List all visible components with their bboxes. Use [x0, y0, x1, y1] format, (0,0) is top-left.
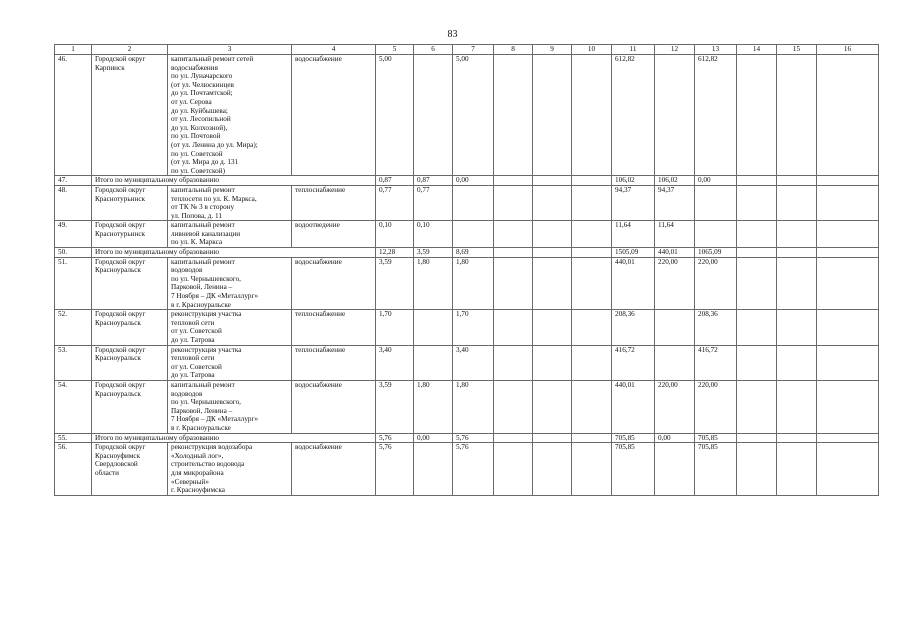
work-description-cell: капитальный ремонт сетей водоснабжения по ул. Луначарского (от ул. Челюскинцев до ул. Почтамтской; от ул. Серова до ул. Куйбышева; от ул. Лесопильной до ул. Колхозной), по ул. Почтовой (от ул. Ленина до ул. Мира); по ул. Советской (от ул. Мира до д. 131 по ул. Советской) — [168, 55, 292, 176]
value-cell-13: 416,72 — [695, 345, 737, 380]
value-cell-9 — [533, 257, 572, 310]
value-cell-16 — [817, 380, 879, 433]
work-description-cell: реконструкция участка тепловой сети от ул. Советской до ул. Татрова — [168, 310, 292, 345]
value-cell-8 — [494, 433, 533, 443]
value-cell-5: 0,77 — [376, 185, 414, 220]
table-row — [55, 221, 879, 248]
sphere-cell: водоотведение — [292, 221, 376, 248]
value-cell-16 — [817, 185, 879, 220]
value-cell-10 — [572, 433, 612, 443]
work-description-cell: капитальный ремонт водоводов по ул. Чернышевского, Парковой, Ленина – 7 Ноября – ДК «Металлург» в г. Красноуральске — [168, 380, 292, 433]
value-cell-14 — [737, 176, 777, 186]
value-cell-9 — [533, 380, 572, 433]
value-cell-9 — [533, 310, 572, 345]
value-cell-5: 12,28 — [376, 248, 414, 258]
work-description-cell: реконструкция участка тепловой сети от ул. Советской до ул. Татрова — [168, 345, 292, 380]
row-number-cell: 52. — [55, 310, 92, 345]
sphere-cell: водоснабжение — [292, 55, 376, 176]
total-label-cell: Итого по муниципальному образованию — [92, 433, 376, 443]
value-cell-6: 0,77 — [414, 185, 453, 220]
work-description-cell: капитальный ремонт теплосети по ул. К. Маркса, от ТК № 3 в сторону ул. Попова, д. 11 — [168, 185, 292, 220]
value-cell-12 — [655, 55, 695, 176]
value-cell-10 — [572, 443, 612, 496]
work-description-cell: реконструкция водозабора «Холодный лог», строительство водовода для микрорайона «Северный» г. Красноуфимска — [168, 443, 292, 496]
value-cell-14 — [737, 185, 777, 220]
column-number-cell: 8 — [494, 45, 533, 55]
sphere-cell: водоснабжение — [292, 257, 376, 310]
value-cell-14 — [737, 380, 777, 433]
value-cell-13: 612,82 — [695, 55, 737, 176]
header-row — [55, 45, 879, 55]
value-cell-16 — [817, 176, 879, 186]
value-cell-13 — [695, 185, 737, 220]
value-cell-15 — [777, 443, 817, 496]
value-cell-7: 5,00 — [453, 55, 494, 176]
value-cell-5: 5,00 — [376, 55, 414, 176]
value-cell-6: 0,87 — [414, 176, 453, 186]
value-cell-10 — [572, 248, 612, 258]
value-cell-9 — [533, 176, 572, 186]
table-row — [55, 55, 879, 176]
sphere-cell: теплоснабжение — [292, 185, 376, 220]
value-cell-12 — [655, 345, 695, 380]
value-cell-13: 0,00 — [695, 176, 737, 186]
value-cell-14 — [737, 248, 777, 258]
value-cell-7: 1,80 — [453, 257, 494, 310]
municipality-cell: Городской округ Краснотурьинск — [92, 185, 168, 220]
value-cell-7: 5,76 — [453, 433, 494, 443]
value-cell-9 — [533, 248, 572, 258]
value-cell-15 — [777, 380, 817, 433]
value-cell-16 — [817, 345, 879, 380]
value-cell-8 — [494, 185, 533, 220]
total-row — [55, 176, 879, 186]
value-cell-10 — [572, 380, 612, 433]
column-number-cell: 7 — [453, 45, 494, 55]
value-cell-15 — [777, 345, 817, 380]
value-cell-13: 220,00 — [695, 380, 737, 433]
value-cell-12 — [655, 310, 695, 345]
value-cell-13 — [695, 221, 737, 248]
value-cell-11: 705,85 — [612, 443, 655, 496]
value-cell-7: 8,69 — [453, 248, 494, 258]
value-cell-10 — [572, 176, 612, 186]
table-row — [55, 257, 879, 310]
value-cell-10 — [572, 310, 612, 345]
row-number-cell: 55. — [55, 433, 92, 443]
value-cell-12: 94,37 — [655, 185, 695, 220]
value-cell-13: 1065,09 — [695, 248, 737, 258]
column-number-cell: 14 — [737, 45, 777, 55]
column-number-cell: 11 — [612, 45, 655, 55]
value-cell-6: 1,80 — [414, 257, 453, 310]
work-description-cell: капитальный ремонт ливневой канализации по ул. К. Маркса — [168, 221, 292, 248]
value-cell-16 — [817, 221, 879, 248]
value-cell-14 — [737, 310, 777, 345]
value-cell-5: 5,76 — [376, 443, 414, 496]
table-row — [55, 443, 879, 496]
value-cell-10 — [572, 257, 612, 310]
value-cell-9 — [533, 55, 572, 176]
column-number-cell: 10 — [572, 45, 612, 55]
row-number-cell: 50. — [55, 248, 92, 258]
value-cell-12: 106,02 — [655, 176, 695, 186]
value-cell-16 — [817, 433, 879, 443]
value-cell-16 — [817, 443, 879, 496]
data-table — [54, 44, 879, 496]
column-number-cell: 1 — [55, 45, 92, 55]
value-cell-11: 612,82 — [612, 55, 655, 176]
value-cell-5: 0,10 — [376, 221, 414, 248]
value-cell-16 — [817, 257, 879, 310]
row-number-cell: 56. — [55, 443, 92, 496]
value-cell-8 — [494, 221, 533, 248]
value-cell-12 — [655, 443, 695, 496]
column-number-cell: 4 — [292, 45, 376, 55]
value-cell-15 — [777, 176, 817, 186]
table-row — [55, 380, 879, 433]
value-cell-11: 94,37 — [612, 185, 655, 220]
value-cell-11: 1505,09 — [612, 248, 655, 258]
value-cell-7: 3,40 — [453, 345, 494, 380]
value-cell-9 — [533, 345, 572, 380]
sphere-cell: теплоснабжение — [292, 345, 376, 380]
sphere-cell: теплоснабжение — [292, 310, 376, 345]
value-cell-12: 0,00 — [655, 433, 695, 443]
column-number-cell: 16 — [817, 45, 879, 55]
value-cell-16 — [817, 310, 879, 345]
row-number-cell: 47. — [55, 176, 92, 186]
municipality-cell: Городской округ Красноуральск — [92, 380, 168, 433]
value-cell-8 — [494, 55, 533, 176]
column-number-cell: 3 — [168, 45, 292, 55]
value-cell-9 — [533, 433, 572, 443]
value-cell-14 — [737, 345, 777, 380]
total-label-cell: Итого по муниципальному образованию — [92, 248, 376, 258]
total-row — [55, 248, 879, 258]
row-number-cell: 48. — [55, 185, 92, 220]
value-cell-8 — [494, 345, 533, 380]
municipality-cell: Городской округ Красноуральск — [92, 257, 168, 310]
value-cell-10 — [572, 185, 612, 220]
value-cell-11: 11,64 — [612, 221, 655, 248]
total-label-cell: Итого по муниципальному образованию — [92, 176, 376, 186]
value-cell-9 — [533, 221, 572, 248]
value-cell-16 — [817, 248, 879, 258]
column-number-cell: 15 — [777, 45, 817, 55]
value-cell-11: 705,85 — [612, 433, 655, 443]
table-row — [55, 310, 879, 345]
value-cell-5: 0,87 — [376, 176, 414, 186]
value-cell-15 — [777, 221, 817, 248]
value-cell-6 — [414, 443, 453, 496]
value-cell-6: 0,00 — [414, 433, 453, 443]
value-cell-9 — [533, 185, 572, 220]
value-cell-15 — [777, 257, 817, 310]
value-cell-5: 3,59 — [376, 380, 414, 433]
value-cell-5: 3,59 — [376, 257, 414, 310]
value-cell-11: 440,01 — [612, 380, 655, 433]
row-number-cell: 46. — [55, 55, 92, 176]
sphere-cell: водоснабжение — [292, 443, 376, 496]
value-cell-6: 1,80 — [414, 380, 453, 433]
value-cell-10 — [572, 345, 612, 380]
column-number-cell: 5 — [376, 45, 414, 55]
value-cell-14 — [737, 221, 777, 248]
value-cell-10 — [572, 221, 612, 248]
value-cell-14 — [737, 443, 777, 496]
value-cell-13: 705,85 — [695, 443, 737, 496]
value-cell-5: 1,70 — [376, 310, 414, 345]
value-cell-11: 208,36 — [612, 310, 655, 345]
row-number-cell: 54. — [55, 380, 92, 433]
value-cell-10 — [572, 55, 612, 176]
value-cell-11: 440,01 — [612, 257, 655, 310]
row-number-cell: 49. — [55, 221, 92, 248]
value-cell-13: 705,85 — [695, 433, 737, 443]
value-cell-6 — [414, 55, 453, 176]
value-cell-15 — [777, 185, 817, 220]
value-cell-6: 0,10 — [414, 221, 453, 248]
value-cell-14 — [737, 257, 777, 310]
value-cell-12: 220,00 — [655, 380, 695, 433]
value-cell-5: 5,76 — [376, 433, 414, 443]
column-number-cell: 6 — [414, 45, 453, 55]
value-cell-7: 1,80 — [453, 380, 494, 433]
value-cell-6: 3,59 — [414, 248, 453, 258]
value-cell-8 — [494, 248, 533, 258]
column-number-cell: 9 — [533, 45, 572, 55]
value-cell-6 — [414, 345, 453, 380]
column-number-cell: 13 — [695, 45, 737, 55]
value-cell-13: 220,00 — [695, 257, 737, 310]
value-cell-8 — [494, 443, 533, 496]
value-cell-7: 0,00 — [453, 176, 494, 186]
work-description-cell: капитальный ремонт водоводов по ул. Чернышевского, Парковой, Ленина – 7 Ноября – ДК «Металлург» в г. Красноуральске — [168, 257, 292, 310]
table-row — [55, 345, 879, 380]
value-cell-8 — [494, 380, 533, 433]
value-cell-15 — [777, 248, 817, 258]
value-cell-15 — [777, 310, 817, 345]
value-cell-12: 440,01 — [655, 248, 695, 258]
municipality-cell: Городской округ Красноуральск — [92, 310, 168, 345]
value-cell-9 — [533, 443, 572, 496]
column-number-cell: 2 — [92, 45, 168, 55]
municipality-cell: Городской округ Карпинск — [92, 55, 168, 176]
value-cell-13: 208,36 — [695, 310, 737, 345]
row-number-cell: 51. — [55, 257, 92, 310]
value-cell-16 — [817, 55, 879, 176]
value-cell-14 — [737, 55, 777, 176]
total-row — [55, 433, 879, 443]
municipality-cell: Городской округ Краснотурьинск — [92, 221, 168, 248]
column-number-cell: 12 — [655, 45, 695, 55]
value-cell-14 — [737, 433, 777, 443]
value-cell-7: 5,76 — [453, 443, 494, 496]
value-cell-11: 416,72 — [612, 345, 655, 380]
value-cell-8 — [494, 176, 533, 186]
value-cell-5: 3,40 — [376, 345, 414, 380]
municipality-cell: Городской округ Красноуральск — [92, 345, 168, 380]
sphere-cell: водоснабжение — [292, 380, 376, 433]
value-cell-7 — [453, 221, 494, 248]
value-cell-15 — [777, 433, 817, 443]
table-row — [55, 185, 879, 220]
value-cell-15 — [777, 55, 817, 176]
value-cell-6 — [414, 310, 453, 345]
value-cell-7: 1,70 — [453, 310, 494, 345]
value-cell-12: 11,64 — [655, 221, 695, 248]
value-cell-12: 220,00 — [655, 257, 695, 310]
row-number-cell: 53. — [55, 345, 92, 380]
value-cell-8 — [494, 257, 533, 310]
value-cell-11: 106,02 — [612, 176, 655, 186]
value-cell-7 — [453, 185, 494, 220]
municipality-cell: Городской округ Красноуфимск Свердловской области — [92, 443, 168, 496]
value-cell-8 — [494, 310, 533, 345]
page-number: 83 — [447, 29, 458, 40]
